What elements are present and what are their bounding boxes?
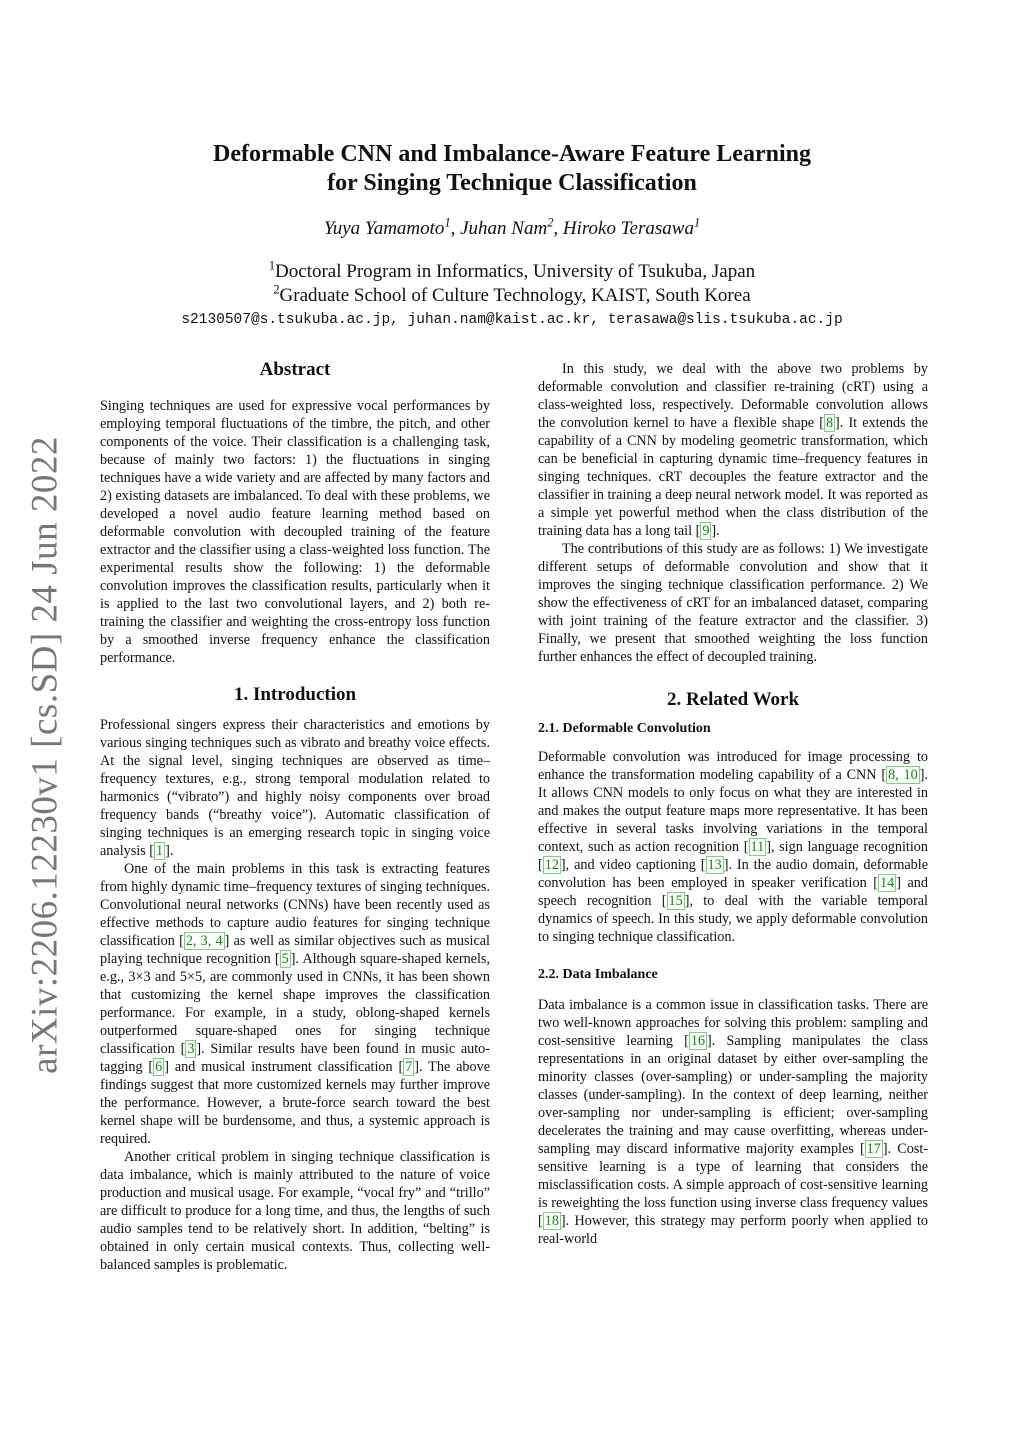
author-emails: s2130507@s.tsukuba.ac.jp, juhan.nam@kaist.ac.kr, terasawa@slis.tsukuba.ac.jp: [181, 312, 843, 328]
subsection-heading: 2.2. Data Imbalance: [538, 967, 658, 982]
citation-link[interactable]: 3: [187, 1041, 195, 1057]
arxiv-sidebar: [22, 436, 68, 1074]
author-affiliation-mark: 2: [547, 215, 554, 230]
citation-link[interactable]: 8: [825, 415, 834, 431]
affiliation-mark: 2: [273, 282, 280, 297]
citation-link[interactable]: 13: [707, 857, 722, 873]
title-line-2: for Singing Technique Classification: [327, 170, 697, 196]
intro-continued-paragraph-2: The contributions of this study are as follows: 1) We investigate different setups of deformable convolution and show that it improves the singing technique classification performance. 2) We show the effectiveness of cRT for an imbalanced dataset, comparing with joint training of the feature extractor and the classifier. 3) Finally, we present that smoothed weighting the loss function further enhances the effect of decoupled training.: [538, 541, 928, 665]
introduction-heading: 1. Introduction: [233, 684, 357, 705]
author-affiliation-mark: 1: [444, 215, 451, 230]
citation-link[interactable]: 5: [281, 951, 289, 967]
citation-link[interactable]: 1: [156, 843, 164, 859]
citation-link[interactable]: 16: [690, 1033, 706, 1049]
citation-link[interactable]: 18: [544, 1213, 559, 1229]
affiliation-mark: 1: [268, 258, 276, 273]
author-affiliation-mark: 1: [693, 215, 701, 230]
introduction-paragraph-3: Another critical problem in singing technique classification is data imbalance, which is mainly attributed to the nature of voice production and musical usage. For example, “vocal fry” and “trillo” are difficult to produce for a long time, and thus, the lengths of such audio samples tend to be relatively short. In addition, “belting” is obtained in only certain musical contexts. Thus, collecting well-balanced samples is problematic.: [100, 1149, 490, 1273]
paper-title: [150, 140, 874, 198]
introduction-paragraph-1: Professional singers express their characteristics and emotions by various singing techniques such as vibrato and breathy voice effects. At the signal level, singing techniques are observed as time–frequency textures, e.g., strong temporal modulation related to harmonics (“vibrato”) and highly noisy components over broad frequency bands (“breathy voice”). Automatic classification of singing techniques is an emerging research topic in singing voice analysis [ 1 ].: [100, 717, 490, 859]
affiliation-text: Doctoral Program in Informatics, University of Tsukuba, Japan: [275, 261, 756, 282]
deformable-convolution-text: Deformable convolution was introduced for image processing to enhance the transformation modeling capability of a CNN [ 8, 10 ]. It allows CNN models to only focus on what they are interested in and makes the output feature maps more representative. It has been effective in several tasks involving variations in the temporal context, such as action recognition [ 11 ], sign language recognition [ 12 ], and video captioning [ 13 ]. In the audio domain, deformable convolution has been employed in speaker verification [ 14 ] and speech recognition [ 15 ], to deal with the variable temporal dynamics of speech. In this study, we apply deformable convolution to singing technique classification.: [538, 749, 929, 945]
citation-link[interactable]: 11: [750, 839, 765, 855]
affiliation-line: [150, 260, 874, 284]
introduction-paragraph-2: One of the main problems in this task is extracting features from highly dynamic time–frequency textures of singing techniques. Convolutional neural networks (CNNs) have been recently used as effective methods to capture audio features for singing technique classification [ 2, 3, 4 ] as well as similar objectives such as musical playing technique recognition [ 5 ]. Although square-shaped kernels, e.g., 3×3 and 5×5, are commonly used in CNNs, it has been shown that customizing the kernel shape improves the classification performance. For example, in a study, oblong-shaped kernels outperformed square-shaped ones for singing technique classification [ 3 ]. Similar results have been found in music auto-tagging [ 6 ] and musical instrument classification [ 7 ]. The above findings suggest that more customized kernels may further improve the performance. However, a brute-force search toward the best kernel shape will be burdensome, and thus, a systemic approach is required.: [100, 861, 491, 1147]
left-column: [100, 358, 490, 1274]
author-name: Yuya Yamamoto: [323, 218, 445, 239]
affiliation-text: Graduate School of Culture Technology, KAIST, South Korea: [279, 285, 751, 306]
citation-link[interactable]: 17: [866, 1141, 881, 1157]
citation-link[interactable]: 12: [544, 857, 559, 873]
abstract-heading: Abstract: [259, 359, 331, 380]
author-list: Yuya Yamamoto$^1$, Juhan Nam$^2$, Hiroko Terasawa$^1$: [323, 215, 701, 239]
right-column: [538, 360, 928, 1248]
citation-link[interactable]: 9: [702, 523, 710, 539]
data-imbalance-text: Data imbalance is a common issue in classification tasks. There are two well-known approaches for solving this problem: sampling and cost-sensitive learning [ 16 ]. Sampling manipulates the class representations in an original dataset by either over-sampling the minority classes (over-sampling) or under-sampling the majority classes (under-sampling). In the context of deep learning, neither over-sampling nor under-sampling is efficient; over-sampling decelerates the training and may cause overfitting, whereas under-sampling may discard informative majority examples [ 17 ]. Cost-sensitive learning is a type of learning that considers the misclassification costs. A simple approach of cost-sensitive learning is reweighting the loss function using inverse class frequency values [ 18 ]. However, this strategy may perform poorly when applied to real-world: [538, 997, 928, 1247]
citation-link[interactable]: 6: [155, 1059, 163, 1075]
citation-link[interactable]: 7: [405, 1059, 413, 1075]
author-name: Hiroko Terasawa: [562, 218, 694, 239]
title-line-1: Deformable CNN and Imbalance-Aware Feature Learning: [213, 141, 811, 167]
affiliations: [150, 260, 874, 308]
related-work-heading: 2. Related Work: [666, 689, 800, 710]
author-name: Juhan Nam: [460, 218, 548, 239]
affiliation-line: [150, 284, 874, 308]
citation-link[interactable]: 8, 10: [888, 767, 918, 783]
citation-link[interactable]: 15: [668, 893, 683, 909]
arxiv-identifier: arXiv:2206.12230v1 [cs.SD] 24 Jun 2022: [24, 436, 66, 1074]
intro-continued-paragraph-1: In this study, we deal with the above two problems by deformable convolution and classifier re-training (cRT) using a class-weighted loss, respectively. Deformable convolution allows the convolution kernel to have a flexible shape [ 8 ]. It extends the capability of a CNN by modeling geometric transformation, which can be beneficial in capturing dynamic time–frequency features in singing techniques. cRT decouples the feature extractor and the classifier in training a deep neural network model. It was reported as a simple yet powerful method when the class distribution of the training data has a long tail [ 9 ].: [538, 361, 929, 539]
citation-link[interactable]: 2, 3, 4: [185, 933, 223, 949]
abstract-text: Singing techniques are used for expressive vocal performances by employing temporal fluctuations of the timbre, the pitch, and other components of the voice. Their classification is a challenging task, because of mainly two factors: 1) the fluctuations in singing techniques have a wide variety and are affected by many factors and 2) existing datasets are imbalanced. To deal with these problems, we developed a novel audio feature learning method based on deformable convolution with decoupled training of the feature extractor and the classifier using a class-weighted loss function. The experimental results show the following: 1) the deformable convolution improves the classification results, particularly when it is applied to the last two convolutional layers, and 2) both re-training the classifier and weighting the cross-entropy loss function by a smoothed inverse frequency enhance the classification performance.: [100, 398, 490, 666]
subsection-heading: 2.1. Deformable Convolution: [538, 721, 711, 736]
citation-link[interactable]: 14: [880, 875, 895, 891]
